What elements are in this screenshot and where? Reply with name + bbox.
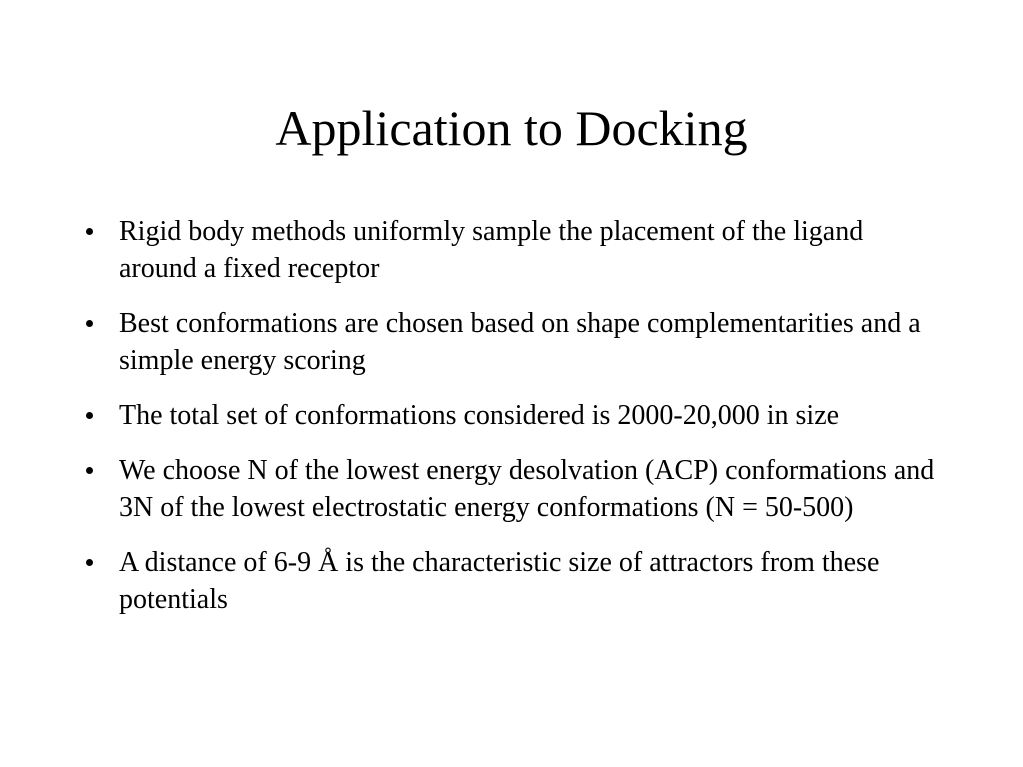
bullet-list xyxy=(86,213,946,636)
bullet-text: Rigid body methods uniformly sample the placement of the ligand around a fixed receptor xyxy=(119,216,864,284)
bullet-text: We choose N of the lowest energy desolvation (ACP) conformations and 3N of the lowest electrostatic energy conformations (N = 50-500) xyxy=(119,455,935,523)
bullet-text: A distance of 6-9 Å is the characteristic size of attractors from these potentials xyxy=(119,547,880,615)
bullet-dot-icon xyxy=(86,467,93,474)
bullet-text: Best conformations are chosen based on shape complementarities and a simple energy scoring xyxy=(119,308,921,376)
bullet-item xyxy=(86,397,946,434)
bullet-text: The total set of conformations considered is 2000-20,000 in size xyxy=(119,400,840,431)
bullet-item xyxy=(86,305,946,379)
bullet-item xyxy=(86,452,946,526)
bullet-dot-icon xyxy=(86,228,93,235)
bullet-item xyxy=(86,544,946,618)
bullet-dot-icon xyxy=(86,320,93,327)
bullet-item xyxy=(86,213,946,287)
slide-title: Application to Docking xyxy=(275,100,748,156)
bullet-dot-icon xyxy=(86,559,93,566)
bullet-dot-icon xyxy=(86,412,93,419)
